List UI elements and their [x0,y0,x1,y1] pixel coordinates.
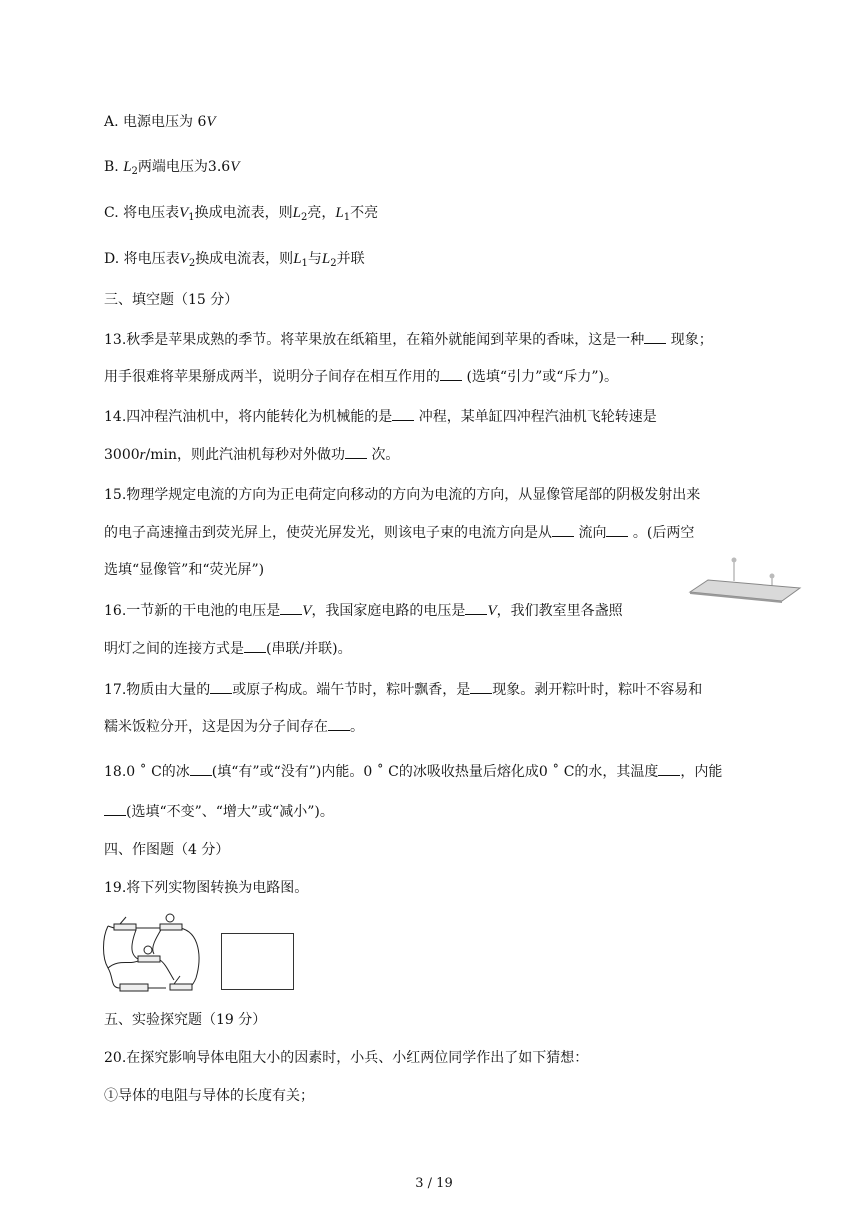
answer-blank[interactable] [644,329,666,344]
option-a: A. 电源电压为 6V [104,114,216,130]
answer-blank[interactable] [244,638,266,653]
circuit-physical-diagram [100,908,208,996]
q18-line2: (选填“不变”、“增大”或“减小”)。 [104,801,334,822]
answer-blank[interactable] [470,679,492,694]
q16-line1: 16.一节新的干电池的电压是 V，我国家庭电路的电压是 V，我们教室里各盏照 [104,600,623,621]
option-b: B. $L_2$两端电压为3.6V [104,159,240,177]
q15-line1: 15.物理学规定电流的方向为正电荷定向移动的方向为电流的方向，从显像管尾部的阴极发射出来 [104,487,701,503]
section-heading-experiment: 五、实验探究题（19 分） [104,1012,267,1028]
page-number: 3 / 19 [415,1176,453,1191]
answer-drawing-box[interactable] [221,933,294,990]
q13-line2: 用手很难将苹果掰成两半，说明分子间存在相互作用的 (选填“引力”或“斥力”)。 [104,366,618,387]
answer-blank[interactable] [392,406,414,421]
q17-line1: 17.物质由大量的 或原子构成。端午节时，粽叶飘香，是 现象。剥开粽叶时，粽叶不容易和 [104,679,702,700]
q18-line1: 18.0 ˚ C的冰 (填“有”或“没有”)内能。0 ˚ C的冰吸收热量后熔化成0 ˚ C的水，其温度 ，内能 [104,761,722,782]
q15-line2: 的电子高速撞击到荧光屏上，使荧光屏发光，则该电子束的电流方向是从 流向 。(后两空 [104,522,694,543]
answer-blank[interactable] [440,366,462,381]
q13-line1: 13.秋季是苹果成熟的季节。将苹果放在纸箱里，在箱外就能闻到苹果的香味，这是一种 现象； [104,329,713,350]
answer-blank[interactable] [658,761,680,776]
q14-line2: 3000r/min，则此汽油机每秒对外做功 次。 [104,444,399,465]
q14-line1: 14.四冲程汽油机中，将内能转化为机械能的是 冲程，某单缸四冲程汽油机飞轮转速是 [104,406,657,427]
q20-hypothesis-1: ①导体的电阻与导体的长度有关； [104,1088,314,1104]
answer-blank[interactable] [345,444,367,459]
answer-blank[interactable] [465,600,487,615]
q20-prompt: 20.在探究影响导体电阻大小的因素时，小兵、小红两位同学作出了如下猜想： [104,1050,589,1066]
answer-blank[interactable] [190,761,212,776]
section-heading-fill: 三、填空题（15 分） [104,292,239,308]
option-c: C. 将电压表$V_1$换成电流表，则$L_2$亮，$L_1$不亮 [104,205,379,223]
answer-blank[interactable] [552,522,574,537]
q19-prompt: 19.将下列实物图转换为电路图。 [104,880,309,896]
answer-blank[interactable] [606,522,628,537]
q16-line2: 明灯之间的连接方式是 (串联/并联)。 [104,638,352,659]
answer-blank[interactable] [210,679,232,694]
answer-blank[interactable] [328,716,350,731]
answer-blank[interactable] [104,801,126,816]
option-d: D. 将电压表$V_2$换成电流表，则$L_1$与$L_2$并联 [104,251,365,269]
q15-line3: 选填“显像管”和“荧光屏”) [104,562,265,578]
answer-blank[interactable] [280,600,302,615]
section-heading-draw: 四、作图题（4 分） [104,842,230,858]
ceiling-lamp-illustration [688,556,802,604]
q17-line2: 糯米饭粒分开，这是因为分子间存在 。 [104,716,364,737]
